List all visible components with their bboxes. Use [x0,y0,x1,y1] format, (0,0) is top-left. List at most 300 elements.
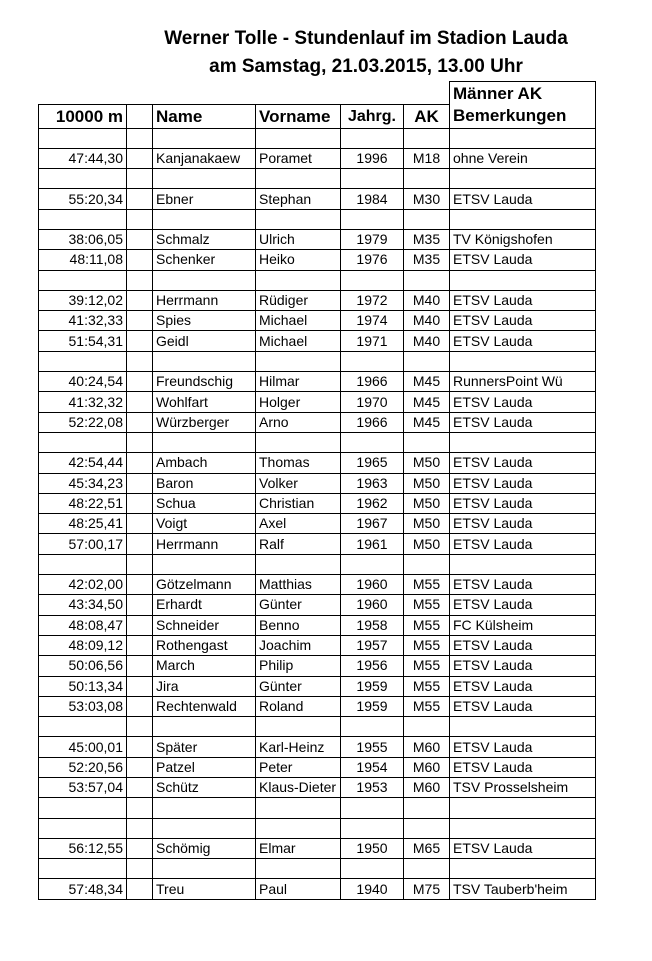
cell-name: Würzberger [153,412,256,432]
cell-jahrg: 1967 [341,514,404,534]
cell-gap [127,351,153,371]
cell-bemerkungen: ETSV Lauda [450,392,596,412]
cell-name: Herrmann [153,534,256,554]
header-vorname: Vorname [256,104,341,128]
table-row [39,778,596,798]
cell-ak: M40 [404,290,450,310]
cell-name: Ebner [153,189,256,209]
cell-time: 50:06,56 [39,656,127,676]
cell-ak: M50 [404,473,450,493]
cell-jahrg: 1961 [341,534,404,554]
cell-time [39,270,127,290]
cell-vorname: Benno [256,615,341,635]
spacer-row [39,798,596,818]
cell-gap [127,331,153,351]
cell-bemerkungen: ETSV Lauda [450,737,596,757]
table-row [39,493,596,513]
cell-gap [127,635,153,655]
cell-bemerkungen: ETSV Lauda [450,290,596,310]
spacer-row [39,270,596,290]
table-row [39,737,596,757]
cell-ak [404,859,450,879]
cell-jahrg: 1955 [341,737,404,757]
cell-jahrg: 1960 [341,595,404,615]
cell-time [39,554,127,574]
cell-jahrg: 1960 [341,575,404,595]
cell-gap [127,392,153,412]
cell-ak: M35 [404,250,450,270]
cell-ak: M55 [404,595,450,615]
cell-vorname: Poramet [256,148,341,168]
cell-bemerkungen [450,859,596,879]
cell-time [39,351,127,371]
cell-ak: M60 [404,757,450,777]
cell-bemerkungen: ETSV Lauda [450,189,596,209]
cell-gap [127,270,153,290]
cell-bemerkungen: ETSV Lauda [450,696,596,716]
cell-bemerkungen: ETSV Lauda [450,412,596,432]
cell-name: Götzelmann [153,575,256,595]
cell-vorname: Joachim [256,635,341,655]
cell-bemerkungen: ETSV Lauda [450,473,596,493]
cell-jahrg: 1940 [341,879,404,899]
page-title: Werner Tolle - Stundenlauf im Stadion Lauda [164,28,568,49]
cell-bemerkungen: TSV Prosselsheim [450,778,596,798]
cell-vorname: Volker [256,473,341,493]
cell-bemerkungen [450,169,596,189]
table-row [39,696,596,716]
cell-time: 51:54,31 [39,331,127,351]
cell-gap [127,412,153,432]
cell-ak: M50 [404,534,450,554]
cell-gap [127,575,153,595]
table-row [39,595,596,615]
cell-ak: M65 [404,838,450,858]
cell-time: 45:34,23 [39,473,127,493]
cell-bemerkungen: ETSV Lauda [450,331,596,351]
cell-jahrg: 1966 [341,372,404,392]
cell-bemerkungen: ETSV Lauda [450,311,596,331]
header-ak: AK [404,104,450,128]
cell-name: Kanjanakaew [153,148,256,168]
cell-vorname [256,432,341,452]
cell-name: Schütz [153,778,256,798]
cell-ak [404,432,450,452]
cell-name: Jira [153,676,256,696]
cell-bemerkungen: ETSV Lauda [450,514,596,534]
cell-name: Patzel [153,757,256,777]
cell-vorname: Christian [256,493,341,513]
cell-jahrg: 1963 [341,473,404,493]
cell-bemerkungen [450,818,596,838]
cell-bemerkungen: ETSV Lauda [450,534,596,554]
cell-ak: M45 [404,412,450,432]
cell-bemerkungen: ETSV Lauda [450,656,596,676]
cell-jahrg [341,717,404,737]
cell-gap [127,372,153,392]
cell-ak [404,270,450,290]
cell-ak: M50 [404,493,450,513]
spacer-row [39,859,596,879]
header-row [39,104,596,128]
table-row [39,290,596,310]
cell-name: Schömig [153,838,256,858]
cell-jahrg: 1970 [341,392,404,412]
cell-ak: M55 [404,656,450,676]
cell-time: 45:00,01 [39,737,127,757]
cell-jahrg: 1979 [341,229,404,249]
cell-bemerkungen: TV Königshofen [450,229,596,249]
cell-vorname: Holger [256,392,341,412]
header-gap [127,104,153,128]
cell-time [39,128,127,148]
cell-time: 55:20,34 [39,189,127,209]
cell-time: 53:03,08 [39,696,127,716]
spacer-row [39,128,596,148]
cell-bemerkungen: ETSV Lauda [450,676,596,696]
cell-ak: M55 [404,676,450,696]
cell-time: 38:06,05 [39,229,127,249]
cell-bemerkungen: ohne Verein [450,148,596,168]
cell-time [39,209,127,229]
cell-ak: M55 [404,575,450,595]
cell-bemerkungen [450,554,596,574]
cell-bemerkungen [450,351,596,371]
cell-name: Baron [153,473,256,493]
cell-jahrg: 1996 [341,148,404,168]
cell-time: 41:32,33 [39,311,127,331]
cell-vorname: Günter [256,676,341,696]
cell-vorname: Heiko [256,250,341,270]
cell-ak [404,717,450,737]
cell-name: March [153,656,256,676]
cell-time: 48:08,47 [39,615,127,635]
cell-name [153,209,256,229]
cell-vorname: Hilmar [256,372,341,392]
cell-bemerkungen: ETSV Lauda [450,757,596,777]
cell-bemerkungen [450,270,596,290]
cell-gap [127,717,153,737]
spacer-row [39,554,596,574]
table-row [39,534,596,554]
cell-vorname: Günter [256,595,341,615]
cell-name: Geidl [153,331,256,351]
spacer-row [39,351,596,371]
cell-ak [404,128,450,148]
cell-gap [127,290,153,310]
cell-vorname: Rüdiger [256,290,341,310]
cell-ak [404,798,450,818]
cell-time: 50:13,34 [39,676,127,696]
cell-jahrg [341,432,404,452]
cell-gap [127,737,153,757]
category-row [39,82,596,105]
cell-ak: M50 [404,453,450,473]
cell-vorname: Matthias [256,575,341,595]
cell-jahrg [341,798,404,818]
cell-vorname [256,270,341,290]
cell-gap [127,818,153,838]
cell-bemerkungen: RunnersPoint Wü [450,372,596,392]
table-row [39,635,596,655]
cell-vorname: Michael [256,311,341,331]
cell-name [153,554,256,574]
spacer-row [39,169,596,189]
cell-vorname [256,128,341,148]
cell-time: 42:54,44 [39,453,127,473]
page-subtitle: am Samstag, 21.03.2015, 13.00 Uhr [209,56,523,77]
cell-name [153,859,256,879]
cell-jahrg [341,859,404,879]
cell-vorname [256,717,341,737]
cell-gap [127,859,153,879]
cell-ak: M55 [404,635,450,655]
cell-jahrg: 1966 [341,412,404,432]
cell-vorname [256,859,341,879]
cell-time: 41:32,32 [39,392,127,412]
cell-gap [127,128,153,148]
cell-ak: M60 [404,737,450,757]
cell-jahrg [341,169,404,189]
cell-jahrg [341,554,404,574]
cell-ak: M30 [404,189,450,209]
table-row [39,838,596,858]
cell-vorname: Michael [256,331,341,351]
cell-time: 57:00,17 [39,534,127,554]
cell-time [39,818,127,838]
cell-gap [127,757,153,777]
header-jahrg: Jahrg. [341,104,404,128]
cell-time: 57:48,34 [39,879,127,899]
cell-jahrg: 1956 [341,656,404,676]
header-name: Name [153,104,256,128]
cell-vorname [256,169,341,189]
cell-bemerkungen: ETSV Lauda [450,493,596,513]
cell-gap [127,473,153,493]
cell-gap [127,311,153,331]
cell-vorname: Peter [256,757,341,777]
cell-jahrg [341,270,404,290]
spacer-row [39,209,596,229]
cell-time: 47:44,30 [39,148,127,168]
cell-time [39,432,127,452]
cell-jahrg: 1974 [341,311,404,331]
cell-ak: M55 [404,615,450,635]
cell-vorname [256,209,341,229]
table-row [39,229,596,249]
cell-gap [127,148,153,168]
cell-gap [127,696,153,716]
cell-name: Wohlfart [153,392,256,412]
cell-jahrg [341,128,404,148]
cell-vorname: Philip [256,656,341,676]
cell-vorname: Ulrich [256,229,341,249]
cell-gap [127,209,153,229]
table-row [39,412,596,432]
cell-jahrg: 1959 [341,676,404,696]
cell-time: 40:24,54 [39,372,127,392]
table-row [39,148,596,168]
cell-time: 43:34,50 [39,595,127,615]
cell-name: Freundschig [153,372,256,392]
cell-bemerkungen: FC Külsheim [450,615,596,635]
cell-bemerkungen [450,128,596,148]
cell-gap [127,615,153,635]
cell-ak: M60 [404,778,450,798]
results-table [38,81,596,900]
spacer-row [39,432,596,452]
cell-time: 39:12,02 [39,290,127,310]
cell-jahrg: 1971 [341,331,404,351]
cell-jahrg: 1958 [341,615,404,635]
cell-jahrg [341,351,404,371]
cell-time [39,798,127,818]
cell-name [153,270,256,290]
cell-name: Schneider [153,615,256,635]
cell-gap [127,169,153,189]
cell-bemerkungen: ETSV Lauda [450,838,596,858]
cell-time: 48:25,41 [39,514,127,534]
cell-gap [127,432,153,452]
table-row [39,473,596,493]
cell-bemerkungen: ETSV Lauda [450,453,596,473]
cell-ak: M45 [404,392,450,412]
cell-vorname [256,554,341,574]
cell-name [153,432,256,452]
cell-name [153,818,256,838]
cell-name: Treu [153,879,256,899]
cell-jahrg: 1953 [341,778,404,798]
cell-bemerkungen [450,717,596,737]
cell-gap [127,189,153,209]
cell-name: Herrmann [153,290,256,310]
cell-jahrg: 1972 [341,290,404,310]
cell-bemerkungen: ETSV Lauda [450,575,596,595]
cell-vorname: Stephan [256,189,341,209]
cell-ak [404,209,450,229]
cell-gap [127,838,153,858]
cell-ak: M18 [404,148,450,168]
cell-time [39,717,127,737]
cell-gap [127,453,153,473]
table-row [39,392,596,412]
cell-time: 48:22,51 [39,493,127,513]
cell-name: Schenker [153,250,256,270]
cell-time: 52:20,56 [39,757,127,777]
cell-ak [404,351,450,371]
cell-vorname: Roland [256,696,341,716]
cell-vorname: Elmar [256,838,341,858]
cell-name: Schmalz [153,229,256,249]
cell-ak: M45 [404,372,450,392]
cell-ak: M50 [404,514,450,534]
cell-time: 48:09,12 [39,635,127,655]
cell-gap [127,493,153,513]
spacer-row [39,717,596,737]
cell-bemerkungen: ETSV Lauda [450,250,596,270]
cell-gap [127,798,153,818]
table-row [39,615,596,635]
cell-jahrg: 1965 [341,453,404,473]
cell-gap [127,656,153,676]
cell-gap [127,250,153,270]
cell-vorname: Karl-Heinz [256,737,341,757]
table-row [39,372,596,392]
cell-time [39,169,127,189]
cell-bemerkungen [450,798,596,818]
cell-ak [404,169,450,189]
cell-vorname [256,798,341,818]
cell-bemerkungen: ETSV Lauda [450,595,596,615]
cell-jahrg: 1954 [341,757,404,777]
cell-jahrg [341,209,404,229]
cell-name [153,351,256,371]
cell-ak: M55 [404,696,450,716]
cell-jahrg: 1959 [341,696,404,716]
header-time: 10000 m [39,104,127,128]
cell-vorname [256,351,341,371]
cell-name [153,169,256,189]
cell-jahrg: 1962 [341,493,404,513]
cell-vorname: Axel [256,514,341,534]
cell-gap [127,676,153,696]
cell-name: Schua [153,493,256,513]
cell-time: 52:22,08 [39,412,127,432]
cell-bemerkungen [450,209,596,229]
cell-name [153,798,256,818]
table-row [39,676,596,696]
cell-vorname: Paul [256,879,341,899]
cell-ak: M40 [404,331,450,351]
results-body [39,82,596,900]
cell-vorname: Arno [256,412,341,432]
cell-name: Rothengast [153,635,256,655]
cell-name: Spies [153,311,256,331]
cell-time: 56:12,55 [39,838,127,858]
cell-name [153,128,256,148]
cell-gap [127,879,153,899]
cell-jahrg: 1984 [341,189,404,209]
cell-ak: M35 [404,229,450,249]
cell-jahrg: 1976 [341,250,404,270]
cell-gap [127,229,153,249]
cell-vorname [256,818,341,838]
cell-bemerkungen: TSV Tauberb'heim [450,879,596,899]
cell-time: 42:02,00 [39,575,127,595]
table-row [39,331,596,351]
cell-gap [127,554,153,574]
cell-gap [127,778,153,798]
header-bemerkungen: Bemerkungen [450,104,596,128]
table-row [39,250,596,270]
table-row [39,311,596,331]
cell-name: Später [153,737,256,757]
cell-ak: M40 [404,311,450,331]
cell-jahrg [341,818,404,838]
cell-vorname: Ralf [256,534,341,554]
table-row [39,453,596,473]
table-row [39,656,596,676]
table-row [39,189,596,209]
cell-ak [404,554,450,574]
cell-jahrg: 1957 [341,635,404,655]
cell-jahrg: 1950 [341,838,404,858]
cell-name: Ambach [153,453,256,473]
cell-gap [127,514,153,534]
table-row [39,514,596,534]
cell-name: Rechtenwald [153,696,256,716]
category-label: Männer AK [450,82,596,105]
